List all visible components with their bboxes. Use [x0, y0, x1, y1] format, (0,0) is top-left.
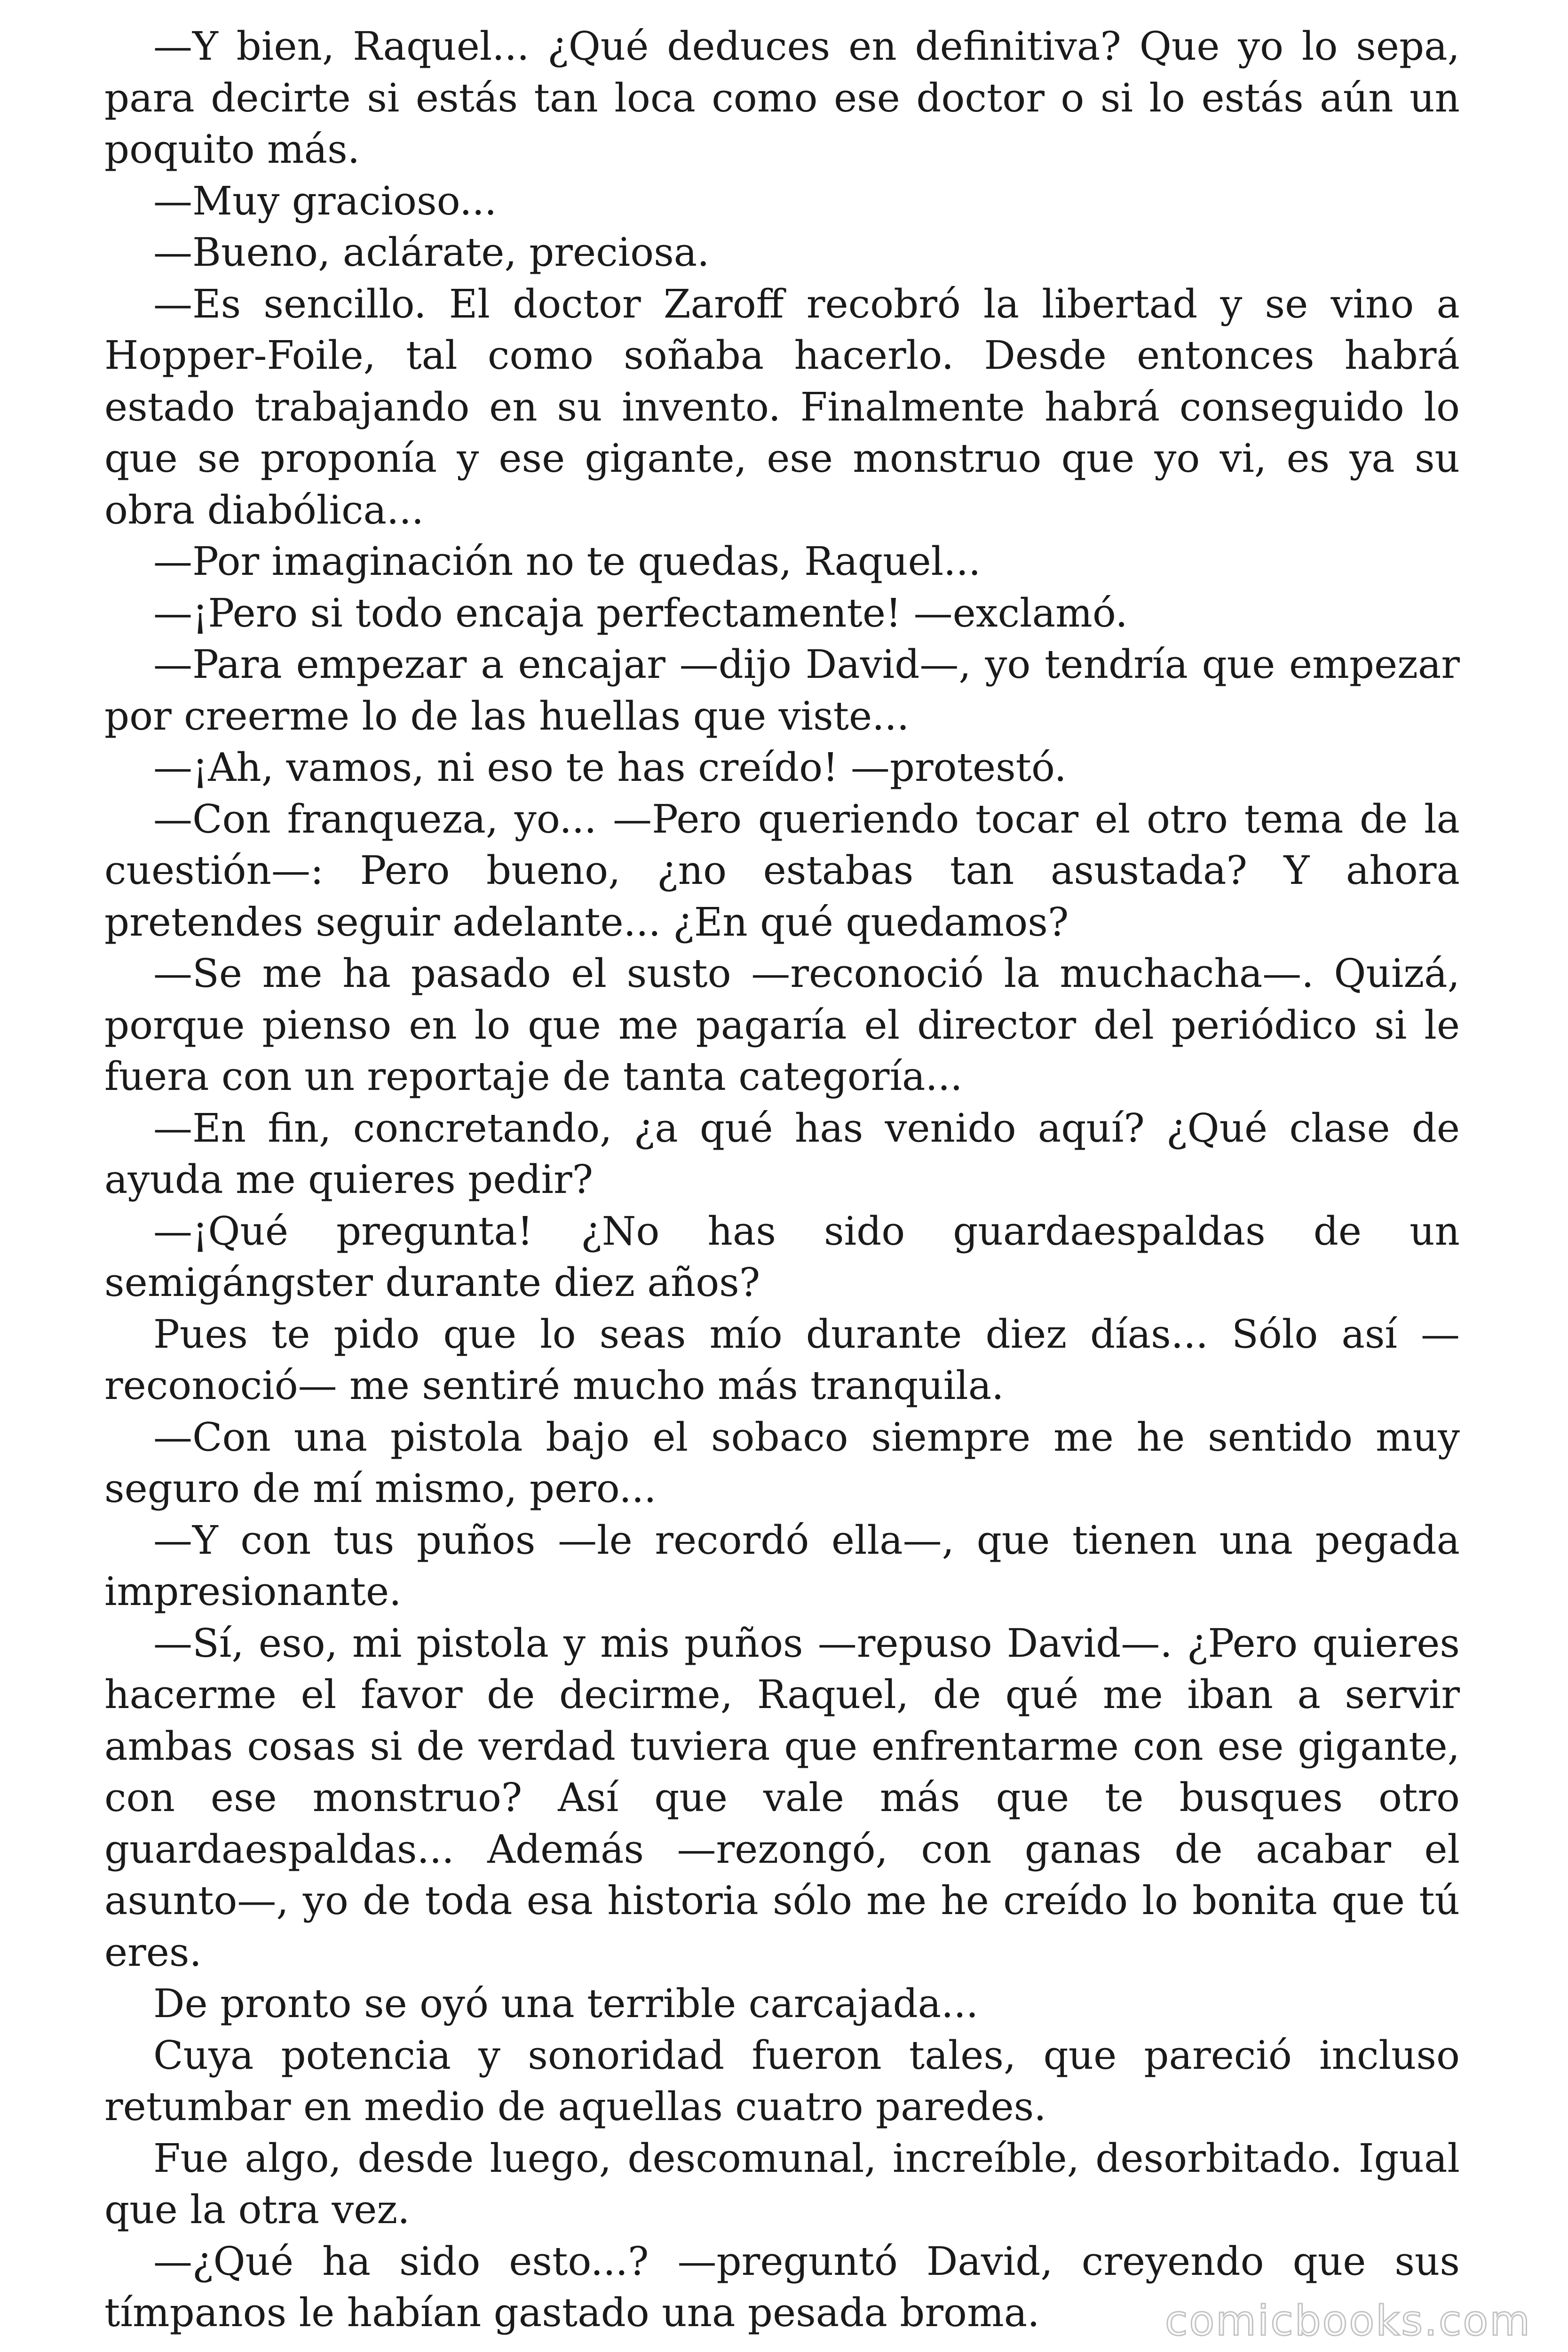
book-page-text [104, 21, 1460, 2339]
paragraph-7: —Para empezar a encajar —dijo David—, yo tendría que empezar por creerme lo de las huellas que viste... [104, 642, 1460, 739]
paragraph-12: —¡Qué pregunta! ¿No has sido guardaespaldas de un semigángster durante diez años? [104, 1208, 1460, 1305]
paragraph-17: De pronto se oyó una terrible carcajada... [153, 1981, 979, 2026]
paragraph-4: —Es sencillo. El doctor Zaroff recobró la libertad y se vino a Hopper-Foile, tal como soñaba hacerlo. Desde entonces habrá estado trabajando en su invento. Finalmente habrá conseguido lo que se proponía y ese gigante, ese monstruo que yo vi, es ya su obra diabólica... [104, 281, 1460, 533]
paragraph-13: Pues te pido que lo seas mío durante diez días... Sólo así —reconoció— me sentiré mucho más tranquila. [104, 1311, 1460, 1408]
paragraph-10: —Se me ha pasado el susto —reconoció la muchacha—. Quizá, porque pienso en lo que me pagaría el director del periódico si le fuera con un reportaje de tanta categoría... [104, 951, 1460, 1099]
paragraph-14: —Con una pistola bajo el sobaco siempre me he sentido muy seguro de mí mismo, pero... [104, 1414, 1460, 1511]
paragraph-1: —Y bien, Raquel... ¿Qué deduces en definitiva? Que yo lo sepa, para decirte si estás tan loca como ese doctor o si lo estás aún un poquito más. [104, 24, 1460, 172]
paragraph-5: —Por imaginación no te quedas, Raquel... [153, 539, 981, 584]
watermark-logo: comicbooks.com [1164, 2296, 1531, 2345]
paragraph-19: Fue algo, desde luego, descomunal, increíble, desorbitado. Igual que la otra vez. [104, 2135, 1460, 2233]
paragraph-15: —Y con tus puños —le recordó ella—, que tienen una pegada impresionante. [104, 1517, 1460, 1614]
paragraph-8: —¡Ah, vamos, ni eso te has creído! —protestó. [153, 745, 1067, 790]
paragraph-20: —¿Qué ha sido esto...? —preguntó David, creyendo que sus tímpanos le habían gastado una pesada broma. [104, 2238, 1460, 2336]
paragraph-9: —Con franqueza, yo... —Pero queriendo tocar el otro tema de la cuestión—: Pero bueno, ¿no estabas tan asustada? Y ahora pretendes seguir adelante... ¿En qué quedamos? [104, 796, 1460, 945]
paragraph-6: —¡Pero si todo encaja perfectamente! —exclamó. [153, 590, 1128, 636]
paragraph-2: —Muy gracioso... [153, 178, 497, 224]
paragraph-3: —Bueno, aclárate, preciosa. [153, 230, 710, 275]
paragraph-11: —En fin, concretando, ¿a qué has venido aquí? ¿Qué clase de ayuda me quieres pedir? [104, 1105, 1460, 1202]
paragraph-18: Cuya potencia y sonoridad fueron tales, que pareció incluso retumbar en medio de aquellas cuatro paredes. [104, 2032, 1460, 2130]
paragraph-16: —Sí, eso, mi pistola y mis puños —repuso David—. ¿Pero quieres hacerme el favor de decirme, Raquel, de qué me iban a servir ambas cosas si de verdad tuviera que enfrentarme con ese gigante, con ese monstruo? Así que vale más que te busques otro guardaespaldas... Además —rezongó, con ganas de acabar el asunto—, yo de toda esa historia sólo me he creído lo bonita que tú eres. [104, 1620, 1460, 1975]
